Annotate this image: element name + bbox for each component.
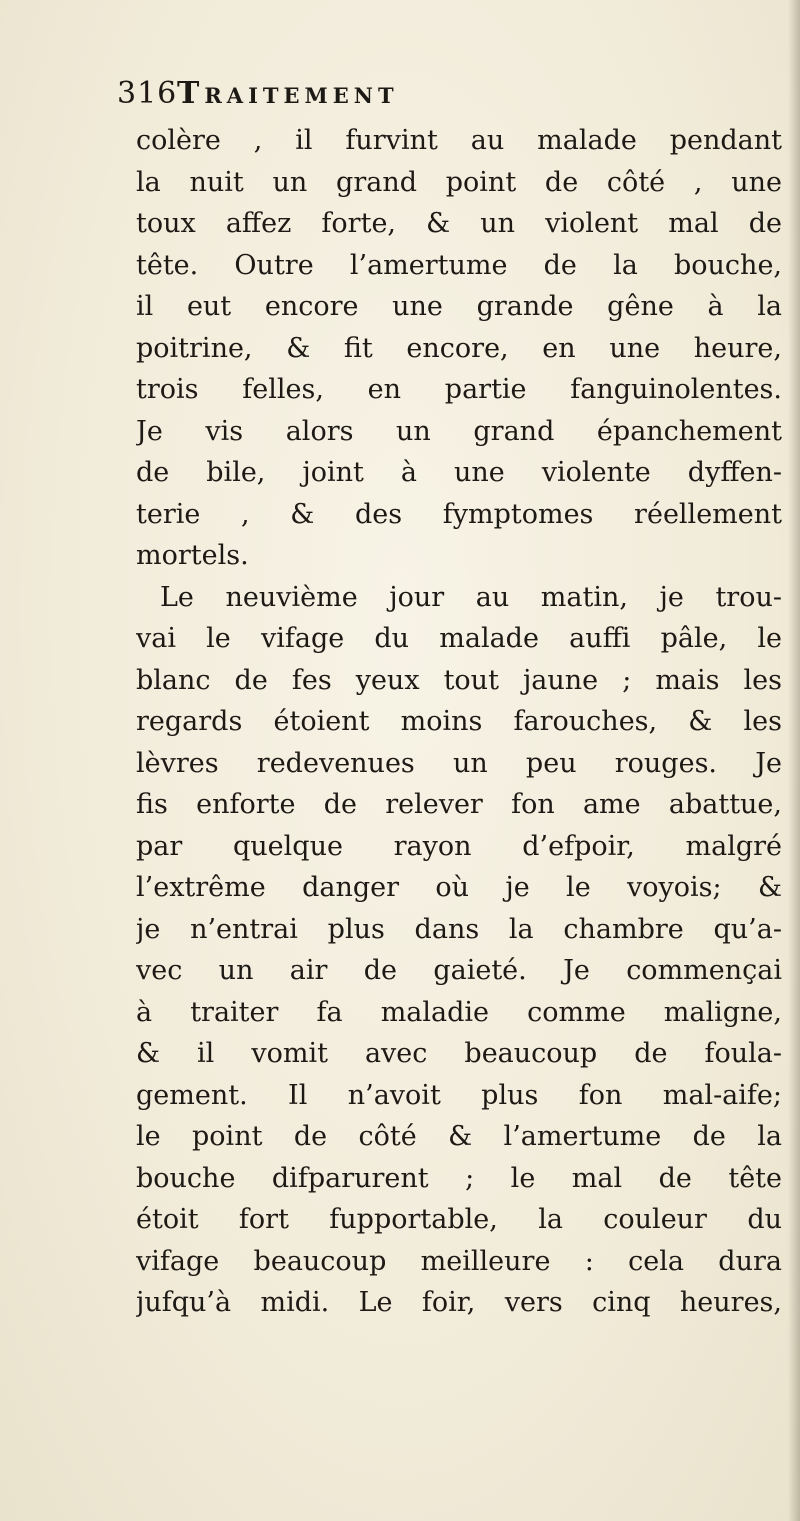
- text-line: lèvres redevenues un peu rouges. Je: [136, 747, 782, 779]
- text-line: je n’entrai plus dans la chambre qu’a-: [136, 913, 782, 945]
- text-line: mortels.: [136, 540, 249, 571]
- text-line: Le neuvième jour au matin, je trou-: [160, 581, 782, 613]
- text-line: jufqu’à midi. Le foir, vers cinq heures,: [136, 1287, 782, 1318]
- text-line: terie , & des fymptomes réellement: [136, 498, 782, 530]
- text-line: colère , il furvint au malade pendant: [136, 125, 782, 156]
- text-line: bouche difparurent ; le mal de tête: [136, 1162, 782, 1194]
- text-line: & il vomit avec beaucoup de foula-: [136, 1038, 782, 1069]
- text-line: il eut encore une grande gêne à la: [136, 291, 782, 322]
- page-number: 316: [117, 76, 178, 111]
- text-line: vec un air de gaieté. Je commençai: [136, 955, 782, 986]
- text-line: le point de côté & l’amertume de la: [136, 1121, 782, 1152]
- text-line: toux affez forte, & un violent mal de: [136, 208, 782, 239]
- text-line: poitrine, & fit encore, en une heure,: [136, 332, 782, 364]
- text-line: de bile, joint à une violente dyffen-: [136, 457, 782, 488]
- text-line: gement. Il n’avoit plus fon mal-aife;: [136, 1079, 782, 1111]
- text-line: par quelque rayon d’efpoir, malgré: [136, 830, 782, 862]
- page-header: [117, 76, 757, 118]
- text-line: regards étoient moins farouches, & les: [136, 706, 782, 737]
- text-line: vifage beaucoup meilleure : cela dura: [136, 1245, 782, 1277]
- text-line: fis enforte de relever fon ame abattue,: [136, 789, 782, 820]
- text-line: Je vis alors un grand épanchement: [136, 415, 782, 447]
- body-text: [136, 120, 782, 1324]
- text-line: la nuit un grand point de côté , une: [136, 166, 782, 198]
- text-line: étoit fort fupportable, la couleur du: [136, 1204, 782, 1235]
- running-title: Traitement: [177, 76, 399, 111]
- text-line: l’extrême danger où je le voyois; &: [136, 872, 782, 903]
- text-line: vai le vifage du malade auffi pâle, le: [136, 623, 782, 654]
- text-line: blanc de fes yeux tout jaune ; mais les: [136, 664, 782, 696]
- text-line: tête. Outre l’amertume de la bouche,: [136, 249, 782, 281]
- text-line: trois felles, en partie fanguinolentes.: [136, 374, 782, 405]
- page-edge-shadow: [788, 0, 800, 1521]
- text-line: à traiter fa maladie comme maligne,: [136, 996, 782, 1028]
